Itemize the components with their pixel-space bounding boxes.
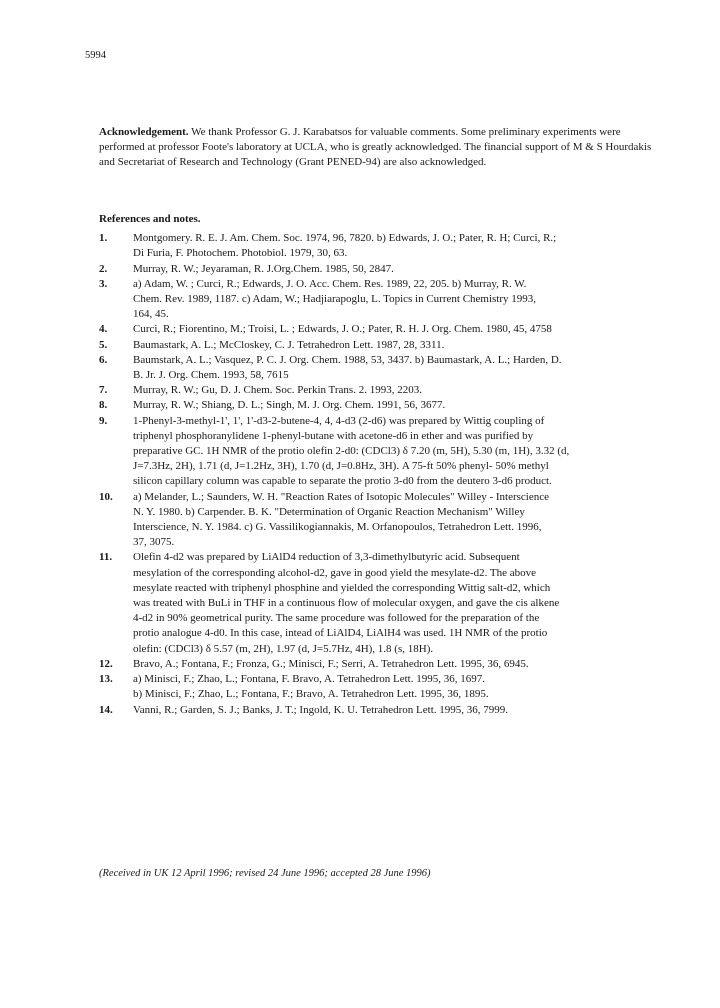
reference-text: Curci, R.; Fiorentino, M.; Troisi, L. ; Edwards, J. O.; Pater, R. H. J. Org. Chem. 1980, 45, 4758 [133,323,552,336]
reference-item [99,490,661,551]
reference-text: a) Minisci, F.; Zhao, L.; Fontana, F. Bravo, A. Tetrahedron Lett. 1995, 36, 1697. b) Minisci, F.; Zhao, L.; Fontana, F.; Bravo, A. Tetrahedron Lett. 1995, 36, 1895. [133,673,489,701]
reference-item [99,353,661,383]
reference-text: Montgomery. R. E. J. Am. Chem. Soc. 1974, 96, 7820. b) Edwards, J. O.; Pater, R. H; Curci, R.; Di Furia, F. Photochem. Photobiol. 1979, 30, 63. [133,232,557,260]
reference-text: a) Adam, W. ; Curci, R.; Edwards, J. O. Acc. Chem. Res. 1989, 22, 205. b) Murray, R. W. Chem. Rev. 1989, 1187. c) Adam, W.; Hadjiarapoglu, L. Topics in Current Chemistry 1993, 164, 45. [133,277,537,321]
reference-list [99,231,661,718]
reference-number: 7. [99,384,108,397]
page-number: 5994 [85,50,106,61]
reference-number: 14. [99,703,113,716]
acknowledgement-section [99,125,659,171]
reference-item [99,322,661,337]
reference-number: 5. [99,338,108,351]
reference-text: Murray, R. W.; Jeyaraman, R. J.Org.Chem. 1985, 50, 2847. [133,262,394,275]
reference-item [99,338,661,353]
reference-number: 6. [99,353,108,366]
reference-number: 13. [99,673,113,686]
reference-text: Olefin 4-d2 was prepared by LiAlD4 reduction of 3,3-dimethylbutyric acid. Subsequent mesylation of the corresponding alcohol-d2, gave in good yield the mesylate-d2. The above mesylate reacted with triphenyl phosphine and yielded the corresponding Wittig salt-d2, which was treated with BuLi in THF in a continuous flow of molecular oxygen, and gave the cis alkene 4-d2 in 90% geometrical purity. The same procedure was followed for the preparation of the protio analogue 4-d0. In this case, intead of LiAlD4, LiAlH4 was used. 1H NMR of the protio olefin: (CDCl3) δ 5.57 (m, 2H), 1.97 (d, J=5.7Hz, 4H), 1.8 (s, 18H). [133,551,560,655]
reference-item [99,398,661,413]
reference-text: Baumastark, A. L.; McCloskey, C. J. Tetrahedron Lett. 1987, 28, 3311. [133,338,445,351]
acknowledgement-heading: Acknowledgement. [99,126,189,138]
reference-number: 1. [99,232,108,245]
reference-number: 8. [99,399,108,412]
reference-number: 4. [99,323,108,336]
reference-text: Murray, R. W.; Gu, D. J. Chem. Soc. Perkin Trans. 2. 1993, 2203. [133,384,422,397]
reference-item [99,550,661,656]
reference-item [99,703,661,718]
reference-item [99,277,661,323]
reference-number: 3. [99,277,108,290]
reference-item [99,262,661,277]
reference-item [99,383,661,398]
acknowledgement-body: We thank Professor G. J. Karabatsos for valuable comments. Some preliminary experiments were performed at professor Foote's laboratory at UCLA, who is greatly acknowledged. The financial support of M & S Hourdakis and Secretariat of Research and Technology (Grant PENED-94) are also acknowledged. [99,126,652,169]
reference-number: 12. [99,657,113,670]
references-section [99,212,661,718]
reference-item [99,657,661,672]
reference-text: Vanni, R.; Garden, S. J.; Banks, J. T.; Ingold, K. U. Tetrahedron Lett. 1995, 36, 7999. [133,703,509,716]
references-heading: References and notes. [99,213,201,225]
reference-number: 2. [99,262,108,275]
reference-text: Bravo, A.; Fontana, F.; Fronza, G.; Minisci, F.; Serri, A. Tetrahedron Lett. 1995, 36, 6945. [133,657,529,670]
received-dates: (Received in UK 12 April 1996; revised 24 June 1996; accepted 28 June 1996) [99,868,431,879]
reference-number: 10. [99,490,113,503]
reference-number: 11. [99,551,113,564]
reference-text: Baumstark, A. L.; Vasquez, P. C. J. Org. Chem. 1988, 53, 3437. b) Baumastark, A. L.; Harden, D. B. Jr. J. Org. Chem. 1993, 58, 7615 [133,353,562,382]
reference-item [99,672,661,702]
reference-number: 9. [99,414,108,427]
reference-item [99,231,661,261]
reference-text: Murray, R. W.; Shiang, D. L.; Singh, M. J. Org. Chem. 1991, 56, 3677. [133,399,446,412]
reference-text: 1-Phenyl-3-methyl-1', 1', 1'-d3-2-butene-4, 4, 4-d3 (2-d6) was prepared by Wittig coupling of triphenyl phosphoranylidene 1-phenyl-butane with acetone-d6 in ether and was purified by preparative GC. 1H NMR of the protio olefin 2-d0: (CDCl3) δ 7.20 (m, 5H), 5.30 (m, 1H), 3.32 (d, J=7.3Hz, 2H), 1.71 (d, J=1.2Hz, 3H), 1.70 (d, J=0.8Hz, 3H). A 75-ft 50% phenyl- 50% methyl silicon capillary column was capable to separate the protio 3-d0 from the deutero 3-d6 product. [133,414,570,488]
reference-text: a) Melander, L.; Saunders, W. H. "Reaction Rates of Isotopic Molecules" Willey - Interscience N. Y. 1980. b) Carpender. B. K. "Determination of Organic Reaction Mechanism" Willey Interscience, N. Y. 1984. c) G. Vassilikogiannakis, M. Orfanopoulos, Tetrahedron Lett. 1996, 37, 3075. [133,490,549,549]
reference-item [99,414,661,490]
